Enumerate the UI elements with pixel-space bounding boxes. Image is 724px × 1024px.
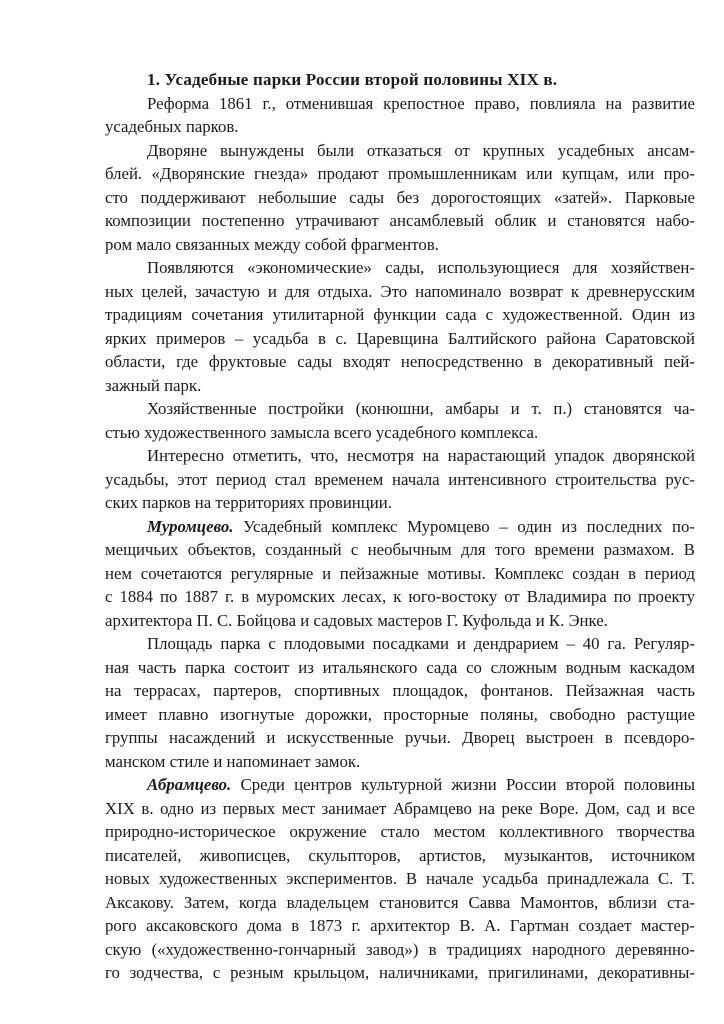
text-line: традициям сочетания утилитарной функции сада с художественной. Один из <box>105 305 695 324</box>
text-line: го зодчества, с резным крыльцом, наличниками, пригилинами, декоративны- <box>105 963 695 982</box>
paragraph <box>105 139 695 257</box>
text-line-rest: Среди центров культурной жизни России второй половины <box>231 775 695 794</box>
text-line: области, где фруктовые сады входят непосредственно в декоративный пей- <box>105 352 695 371</box>
paragraph <box>105 632 695 773</box>
text-line: ярких примеров – усадьба в с. Царевщина Балтийского района Саратовской <box>105 328 695 348</box>
text-line: Хозяйственные постройки (конюшни, амбары и т. п.) становятся ча- <box>147 399 695 418</box>
text-line: усадебных парков. <box>105 117 239 136</box>
text-line <box>105 773 695 797</box>
text-line: Интересно отметить, что, несмотря на нарастающий упадок дворянской <box>147 446 695 465</box>
text-line: блей. «Дворянские гнезда» продают промышленникам или купцам, или про- <box>105 164 695 183</box>
document-body <box>105 92 695 985</box>
text-line: с 1884 по 1887 г. в муромских лесах, к юго-востоку от Владимира по проекту <box>105 587 695 606</box>
paragraph-lead-word: Абрамцево. <box>147 775 232 794</box>
text-line: Аксакову. Затем, когда владельцем становится Савва Мамонтов, вблизи ста- <box>105 892 695 912</box>
text-line: скую («художественно-гончарный завод») в традициях народного деревянно- <box>105 939 695 959</box>
paragraph-lead-word: Муромцево. <box>147 516 234 536</box>
paragraph <box>105 92 695 139</box>
text-line: архитектора П. С. Бойцова и садовых мастеров Г. Куфольда и К. Энке. <box>105 610 608 630</box>
document-content <box>105 68 695 985</box>
paragraph <box>105 773 695 985</box>
text-line: нем сочетаются регулярные и пейзажные мотивы. Комплекс создан в период <box>105 563 695 583</box>
text-line: новых художественных экспериментов. В начале усадьба принадлежала С. Т. <box>105 869 695 888</box>
text-line: XIX в. одно из первых мест занимает Абрамцево на реке Воре. Дом, сад и все <box>105 798 695 818</box>
text-line: на террасах, партеров, спортивных площадок, фонтанов. Пейзажная часть <box>105 681 695 700</box>
text-line: ром мало связанных между собой фрагментов. <box>105 234 439 254</box>
text-line: рого аксаковского дома в 1873 г. архитектор В. А. Гартман создает мастер- <box>105 916 695 935</box>
text-line: мещичьих объектов, созданный с необычным для того времени размахом. В <box>105 540 695 559</box>
text-line: ных целей, зачастую и для отдыха. Это напоминало возврат к древнерусским <box>105 281 695 301</box>
text-line-rest: Усадебный комплекс Муромцево – один из последних по- <box>233 516 695 536</box>
paragraph <box>105 515 695 633</box>
paragraph <box>105 444 695 515</box>
text-line: усадьбы, этот период стал временем начала интенсивного строительства рус- <box>105 469 695 489</box>
text-line: группы насаждений и искусственные ручьи. Дворец выстроен в псевдоро- <box>105 728 695 747</box>
text-line: Появляются «экономические» сады, использующиеся для хозяйствен- <box>147 258 695 277</box>
text-line: композиции постепенно утрачивают ансамблевый облик и становятся набо- <box>105 211 695 230</box>
text-line <box>105 515 695 539</box>
text-line: ских парков на территориях провинции. <box>105 493 392 512</box>
text-line: природно-историческое окружение стало местом коллективного творчества <box>105 822 695 841</box>
text-line: Реформа 1861 г., отменившая крепостное право, повлияла на развитие <box>147 93 695 113</box>
text-line: писателей, живописцев, скульпторов, артистов, музыкантов, источником <box>105 845 695 865</box>
text-line: Дворяне вынуждены были отказаться от крупных усадебных ансам- <box>147 140 695 160</box>
paragraph <box>105 397 695 444</box>
text-line: стью художественного замысла всего усадебного комплекса. <box>105 422 539 442</box>
paragraph <box>105 256 695 397</box>
text-line: сто поддерживают небольшие сады без дорогостоящих «затей». Парковые <box>105 187 695 207</box>
text-line: зажный парк. <box>105 375 202 395</box>
text-line: имеет плавно изогнутые дорожки, просторные поляны, свободно растущие <box>105 704 695 724</box>
text-line: Площадь парка с плодовыми посадками и дендрарием – 40 га. Регуляр- <box>147 634 695 653</box>
text-line: ная часть парка состоит из итальянского сада со сложным водным каскадом <box>105 657 695 677</box>
text-line: манском стиле и напоминает замок. <box>105 751 361 771</box>
document-title: 1. Усадебные парки России второй половины XIX в. <box>147 70 558 89</box>
